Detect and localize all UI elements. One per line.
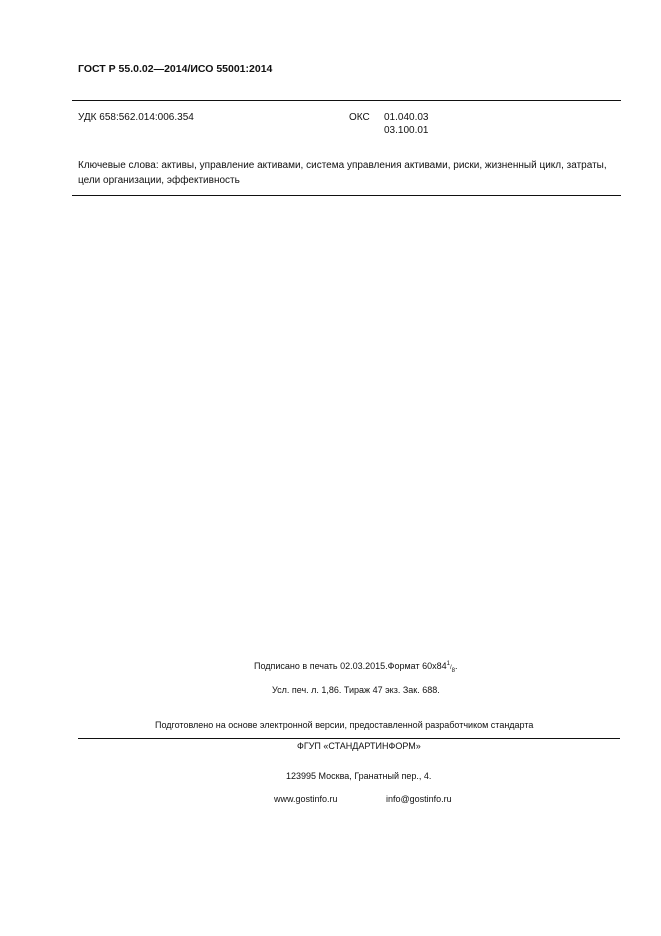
oks-label: ОКС xyxy=(349,112,370,123)
format-superscript: 1 xyxy=(446,661,450,667)
publisher-address: 123995 Москва, Гранатный пер., 4. xyxy=(286,771,432,781)
website-link[interactable]: www.gostinfo.ru xyxy=(274,794,338,804)
imprint-rule xyxy=(78,738,620,739)
prepared-note: Подготовлено на основе электронной версии, предоставленной разработчиком стандарта xyxy=(155,720,534,730)
email-link[interactable]: info@gostinfo.ru xyxy=(386,794,452,804)
signed-text: Подписано в печать 02.03.2015.Формат 60х84 xyxy=(254,661,447,671)
format-subscript: 8 xyxy=(451,667,455,674)
keywords-rule xyxy=(72,195,621,196)
oks-code-1: 01.040.03 xyxy=(384,112,429,123)
document-designation: ГОСТ Р 55.0.02—2014/ИСО 55001:2014 xyxy=(78,63,273,75)
top-rule xyxy=(72,100,621,101)
format-suffix: . xyxy=(454,661,458,671)
keywords-text: Ключевые слова: активы, управление активами, система управления активами, риски, жизненный цикл, затраты, цели организации, эффективность xyxy=(78,160,607,186)
print-info: Усл. печ. л. 1,86. Тираж 47 экз. Зак. 688. xyxy=(272,685,440,695)
udk-code: УДК 658:562.014:006.354 xyxy=(78,112,194,123)
publisher-name: ФГУП «СТАНДАРТИНФОРМ» xyxy=(297,741,421,751)
oks-code-2: 03.100.01 xyxy=(384,125,429,136)
signed-info: Подписано в печать 02.03.2015.Формат $60х84^1/_8$. xyxy=(254,661,458,674)
